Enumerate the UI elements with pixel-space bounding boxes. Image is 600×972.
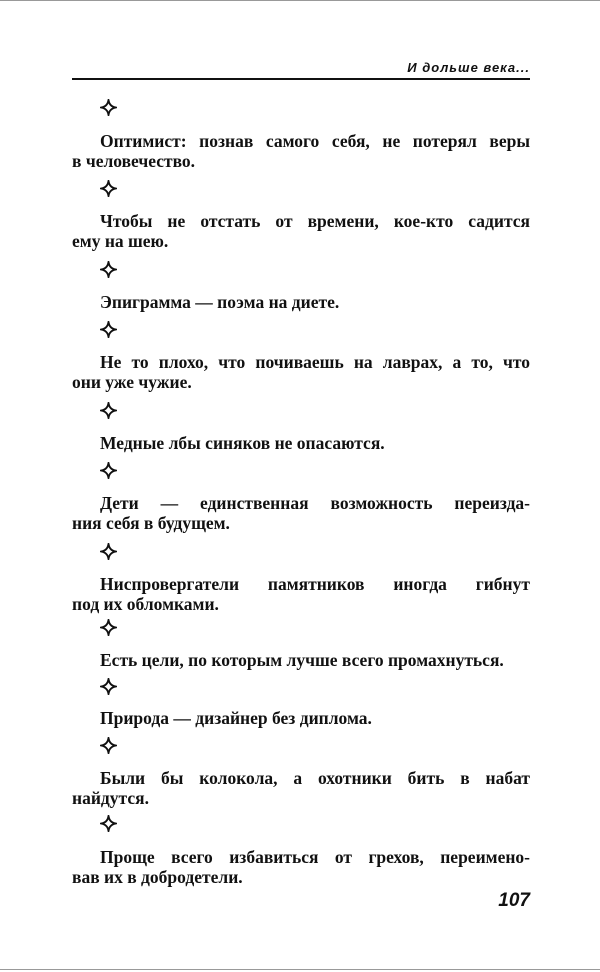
page-bottom-edge [0, 969, 600, 970]
four-point-star-icon [100, 99, 117, 116]
four-point-star-icon [100, 180, 117, 197]
text-line: Были бы колокола, а охотники бить в набат [100, 768, 530, 788]
aphorism-text [72, 211, 530, 251]
text-line: Природа — дизайнер без диплома. [100, 708, 372, 728]
text-line: Проще всего избавиться от грехов, переимено- [100, 847, 530, 867]
running-header: И дольше века... [407, 60, 530, 75]
text-line: найдутся. [72, 788, 149, 808]
four-point-star-icon [100, 815, 117, 832]
four-point-star-icon [100, 543, 117, 560]
text-line: они уже чужие. [72, 372, 192, 392]
text-line: Чтобы не отстать от времени, кое-кто садится [100, 211, 530, 231]
aphorism-text [72, 352, 530, 392]
text-line: в человечество. [72, 151, 196, 171]
text-line: Эпиграмма — поэма на диете. [100, 292, 340, 312]
four-point-star-icon [100, 462, 117, 479]
four-point-star-icon [100, 678, 117, 695]
text-line: ния себя в будущем. [72, 513, 230, 533]
aphorism-text [72, 574, 530, 614]
text-line: Дети — единственная возможность переизда- [100, 493, 530, 513]
text-line: Медные лбы синяков не опасаются. [100, 433, 385, 453]
text-line: под их обломками. [72, 594, 219, 614]
aphorism-text [72, 493, 530, 533]
aphorism-text [72, 131, 530, 171]
aphorism-text [72, 433, 530, 453]
four-point-star-icon [100, 737, 117, 754]
four-point-star-icon [100, 321, 117, 338]
four-point-star-icon [100, 261, 117, 278]
aphorism-text [72, 847, 530, 887]
text-line: ему на шею. [72, 231, 169, 251]
text-line: вав их в добродетели. [72, 867, 243, 887]
aphorism-text [72, 708, 530, 728]
aphorism-text [72, 292, 530, 312]
page-top-edge [0, 0, 600, 1]
text-line: Не то плохо, что почиваешь на лаврах, а то, что [100, 352, 530, 372]
four-point-star-icon [100, 402, 117, 419]
header-rule [72, 78, 530, 80]
text-line: Ниспровергатели памятников иногда гибнут [100, 574, 530, 594]
aphorism-text [72, 768, 530, 808]
four-point-star-icon [100, 619, 117, 636]
page-number: 107 [498, 890, 530, 911]
text-line: Оптимист: познав самого себя, не потерял веры [100, 131, 530, 151]
aphorism-text [72, 650, 530, 670]
text-line: Есть цели, по которым лучше всего промахнуться. [100, 650, 504, 670]
